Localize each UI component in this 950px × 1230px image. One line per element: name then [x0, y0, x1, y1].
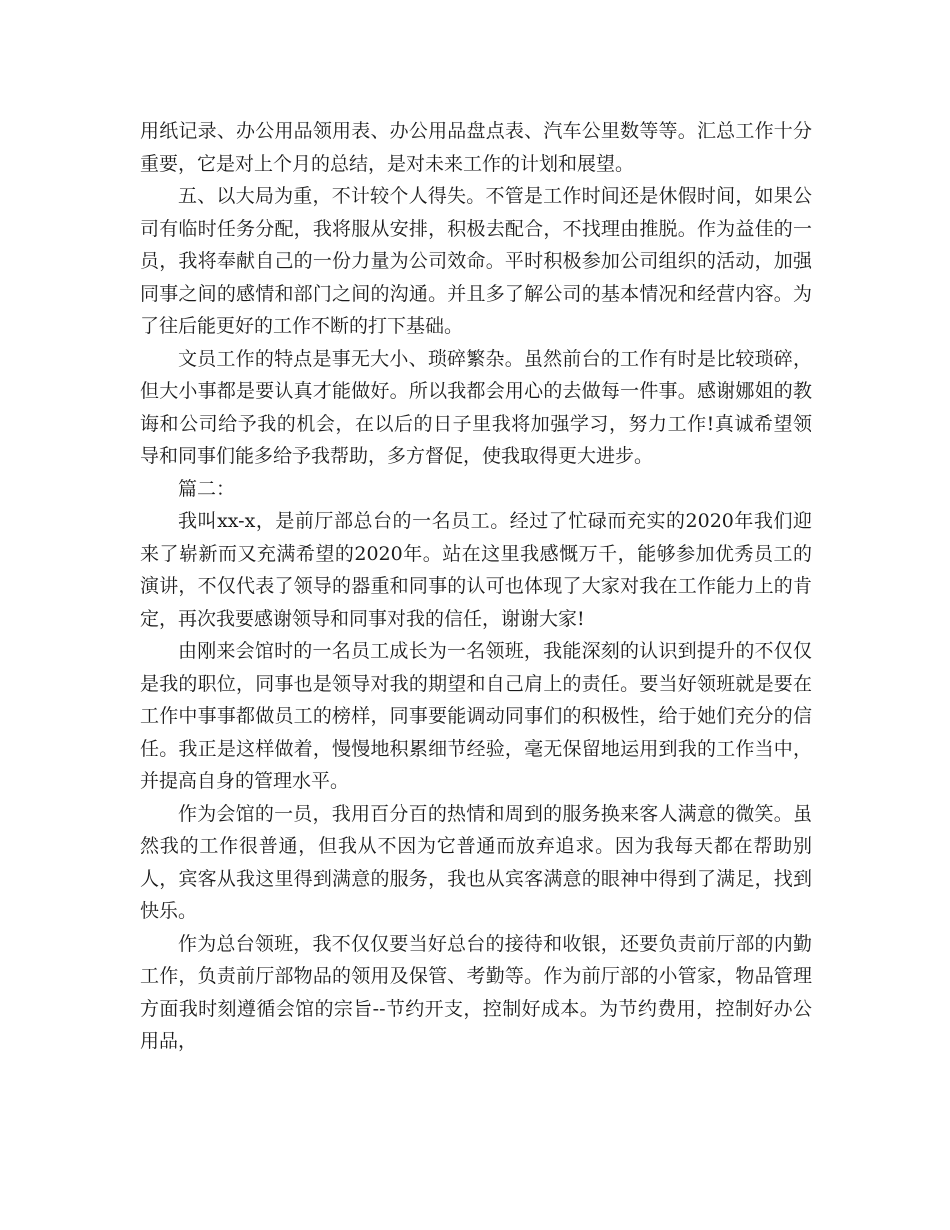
paragraph-6: 作为会馆的一员，我用百分百的热情和周到的服务换来客人满意的微笑。虽然我的工作很普通，但我从不因为它普通而放弃追求。因为我每天都在帮助别人，宾客从我这里得到满意的服务，我也从宾客满意的眼神中得到了满足，找到快乐。	[140, 802, 812, 922]
section-heading-part-two: 篇二：	[178, 477, 236, 500]
paragraph-7: 作为总台领班，我不仅仅要当好总台的接待和收银，还要负责前厅部的内勤工作，负责前厅部物品的领用及保管、考勤等。作为前厅部的小管家，物品管理方面我时刻遵循会馆的宗旨--节约开支，控制好成本。为节约费用，控制好办公用品，	[140, 932, 812, 1052]
paragraph-5: 由刚来会馆时的一名员工成长为一名领班，我能深刻的认识到提升的不仅仅是我的职位，同事也是领导对我的期望和自己肩上的责任。要当好领班就是要在工作中事事都做员工的榜样，同事要能调动同事们的积极性，给于她们充分的信任。我正是这样做着，慢慢地积累细节经验，毫无保留地运用到我的工作当中，并提高自身的管理水平。	[140, 640, 812, 792]
paragraph-1: 用纸记录、办公用品领用表、办公用品盘点表、汽车公里数等等。汇总工作十分重要，它是对上个月的总结，是对未来工作的计划和展望。	[140, 120, 812, 175]
paragraph-2: 五、以大局为重，不计较个人得失。不管是工作时间还是休假时间，如果公司有临时任务分配，我将服从安排，积极去配合，不找理由推脱。作为益佳的一员，我将奉献自己的一份力量为公司效命。平时积极参加公司组织的活动，加强同事之间的感情和部门之间的沟通。并且多了解公司的基本情况和经营内容。为了往后能更好的工作不断的打下基础。	[140, 185, 812, 337]
document-body	[140, 115, 812, 1058]
paragraph-3: 文员工作的特点是事无大小、琐碎繁杂。虽然前台的工作有时是比较琐碎，但大小事都是要认真才能做好。所以我都会用心的去做每一件事。感谢娜姐的教诲和公司给予我的机会，在以后的日子里我将加强学习，努力工作!真诚希望领导和同事们能多给予我帮助，多方督促，使我取得更大进步。	[140, 347, 812, 467]
paragraph-4: 我叫xx-x，是前厅部总台的一名员工。经过了忙碌而充实的2020年我们迎来了崭新而又充满希望的2020年。站在这里我感慨万千，能够参加优秀员工的演讲，不仅代表了领导的器重和同事的认可也体现了大家对我在工作能力上的肯定，再次我要感谢领导和同事对我的信任，谢谢大家!	[140, 510, 812, 630]
